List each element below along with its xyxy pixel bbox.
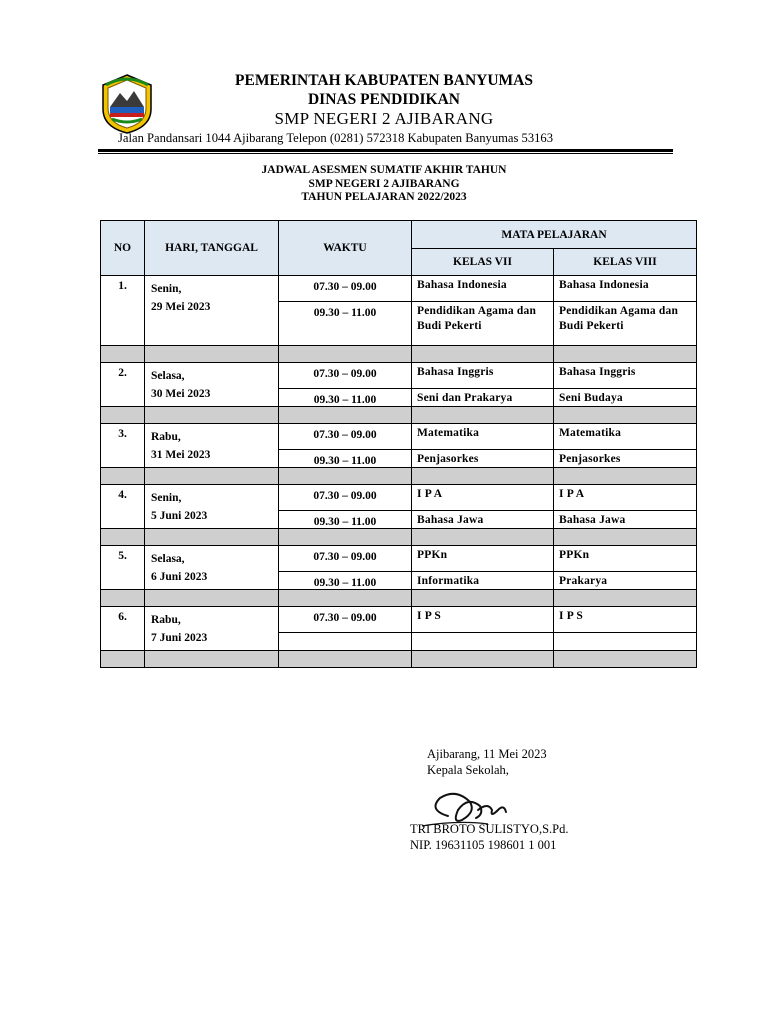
column-header-class-viii: KELAS VIII [554, 249, 697, 276]
row-number: 6. [101, 607, 145, 651]
column-header-no: NO [101, 221, 145, 276]
column-header-day-date: HARI, TANGGAL [145, 221, 279, 276]
subject-class-vii: I P A [412, 485, 554, 511]
day-separator-row [101, 651, 697, 668]
letterhead-address: Jalan Pandansari 1044 Ajibarang Telepon (0281) 572318 Kabupaten Banyumas 53163 [118, 131, 554, 145]
signatory-name: TRI BROTO SULISTYO,S.Pd. [410, 822, 569, 836]
row-date: 7 Juni 2023 [151, 632, 208, 644]
table-row [101, 276, 697, 302]
subject-class-vii: Seni dan Prakarya [412, 389, 554, 407]
subject-class-vii: Penjasorkes [412, 450, 554, 468]
day-separator-row [101, 590, 697, 607]
subject-class-viii: Bahasa Indonesia [554, 276, 697, 302]
row-day: Selasa, [151, 370, 185, 382]
day-separator-row [101, 468, 697, 485]
title-line-1: JADWAL ASESMEN SUMATIF AKHIR TAHUN [261, 164, 507, 176]
day-separator-row [101, 407, 697, 424]
document-title [0, 164, 768, 205]
row-day-date [145, 276, 279, 346]
subject-class-viii: Bahasa Inggris [554, 363, 697, 389]
column-header-class-vii: KELAS VII [412, 249, 554, 276]
session-time: 07.30 – 09.00 [279, 424, 412, 450]
row-day-date [145, 424, 279, 468]
row-day-date [145, 546, 279, 590]
session-time: 09.30 – 11.00 [279, 389, 412, 407]
schedule-table [100, 220, 697, 668]
subject-class-viii [554, 633, 697, 651]
subject-class-viii: Penjasorkes [554, 450, 697, 468]
subject-class-vii: Bahasa Indonesia [412, 276, 554, 302]
row-date: 30 Mei 2023 [151, 388, 211, 400]
subject-class-viii: PPKn [554, 546, 697, 572]
row-date: 31 Mei 2023 [151, 449, 211, 461]
session-time: 09.30 – 11.00 [279, 450, 412, 468]
table-row [101, 546, 697, 572]
subject-class-viii: I P S [554, 607, 697, 633]
row-day: Rabu, [151, 431, 181, 443]
day-separator-row [101, 346, 697, 363]
letterhead-divider-thin [98, 153, 673, 154]
day-separator-row [101, 529, 697, 546]
letterhead-divider [98, 149, 673, 152]
letterhead [0, 0, 768, 160]
row-day: Senin, [151, 492, 182, 504]
signature-place-date: Ajibarang, 11 Mei 2023 [427, 747, 547, 761]
schedule-body [101, 276, 697, 668]
row-number: 2. [101, 363, 145, 407]
session-time [279, 633, 412, 651]
letterhead-school: SMP NEGERI 2 AJIBARANG [274, 109, 494, 128]
table-row [101, 607, 697, 633]
column-header-time: WAKTU [279, 221, 412, 276]
subject-class-viii: Prakarya [554, 572, 697, 590]
session-time: 09.30 – 11.00 [279, 302, 412, 346]
session-time: 09.30 – 11.00 [279, 572, 412, 590]
row-day-date [145, 485, 279, 529]
subject-class-vii [412, 633, 554, 651]
table-row [101, 363, 697, 389]
row-date: 29 Mei 2023 [151, 301, 211, 313]
row-day: Rabu, [151, 614, 181, 626]
subject-class-viii: Bahasa Jawa [554, 511, 697, 529]
subject-class-viii: Matematika [554, 424, 697, 450]
letterhead-department: DINAS PENDIDIKAN [307, 91, 460, 108]
subject-class-viii: Pendidikan Agama dan Budi Pekerti [554, 302, 697, 346]
row-day: Selasa, [151, 553, 185, 565]
row-number: 1. [101, 276, 145, 346]
title-line-3: TAHUN PELAJARAN 2022/2023 [301, 191, 467, 203]
row-number: 3. [101, 424, 145, 468]
row-day-date [145, 607, 279, 651]
table-row [101, 485, 697, 511]
subject-class-vii: I P S [412, 607, 554, 633]
subject-class-vii: Informatika [412, 572, 554, 590]
subject-class-vii: Bahasa Inggris [412, 363, 554, 389]
subject-class-vii: Pendidikan Agama dan Budi Pekerti [412, 302, 554, 346]
row-day-date [145, 363, 279, 407]
session-time: 07.30 – 09.00 [279, 546, 412, 572]
session-time: 09.30 – 11.00 [279, 511, 412, 529]
session-time: 07.30 – 09.00 [279, 363, 412, 389]
row-number: 5. [101, 546, 145, 590]
subject-class-viii: I P A [554, 485, 697, 511]
signature-role: Kepala Sekolah, [427, 763, 509, 777]
session-time: 07.30 – 09.00 [279, 485, 412, 511]
row-date: 5 Juni 2023 [151, 510, 208, 522]
column-header-subject: MATA PELAJARAN [412, 221, 697, 249]
table-row [101, 424, 697, 450]
subject-class-vii: Matematika [412, 424, 554, 450]
letterhead-government: PEMERINTAH KABUPATEN BANYUMAS [235, 72, 533, 89]
row-day: Senin, [151, 283, 182, 295]
subject-class-vii: PPKn [412, 546, 554, 572]
row-date: 6 Juni 2023 [151, 571, 208, 583]
subject-class-viii: Seni Budaya [554, 389, 697, 407]
subject-class-vii: Bahasa Jawa [412, 511, 554, 529]
signatory-nip: NIP. 19631105 198601 1 001 [410, 838, 557, 852]
session-time: 07.30 – 09.00 [279, 276, 412, 302]
row-number: 4. [101, 485, 145, 529]
session-time: 07.30 – 09.00 [279, 607, 412, 633]
title-line-2: SMP NEGERI 2 AJIBARANG [308, 177, 460, 190]
